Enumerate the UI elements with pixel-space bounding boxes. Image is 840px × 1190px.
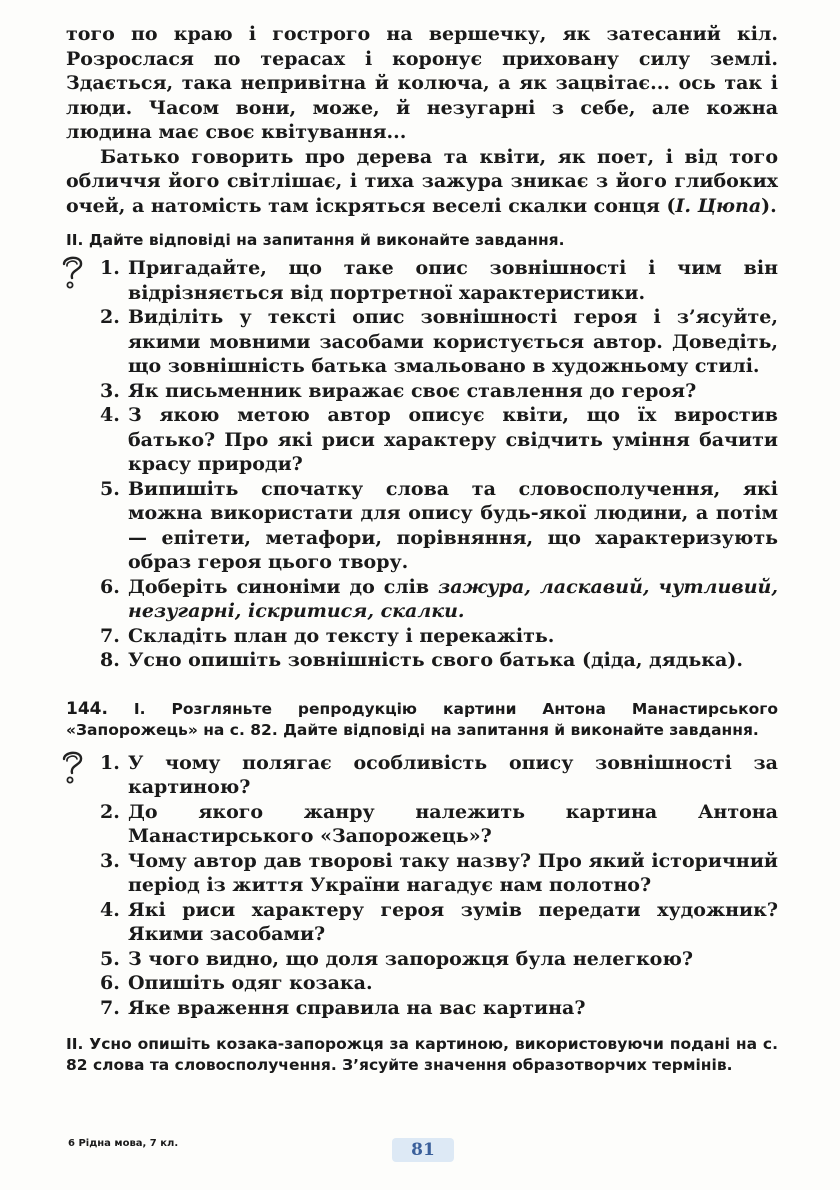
task-number: 144.	[66, 698, 108, 719]
list-item: 7. Яке враження справила на вас картина?	[100, 996, 586, 1019]
synonym-words: зажура, ласкавий, чутливий, незугарні, іскритися, скалки.	[128, 575, 778, 622]
task-144-heading	[66, 699, 778, 741]
section-2-heading: ІІ. Дайте відповіді на запитання й виконайте завдання.	[66, 231, 565, 249]
list-item: 1. У чому полягає особливість опису зовнішності за картиною?	[100, 751, 778, 798]
list-item: 7. Складіть план до тексту і перекажіть.	[100, 624, 555, 647]
page-content	[66, 22, 778, 1076]
list-item: 5. Випишіть спочатку слова та словосполучення, які можна використати для опису будь-якої людини, а потім — епітети, метафори, порівняння, що характеризують образ героя цього твору.	[100, 477, 778, 573]
list-item: 4. З якою метою автор описує квіти, що їх виростив батько? Про які риси характеру свідчить уміння бачити красу природи?	[100, 404, 778, 475]
task-144-part-2: ІІ. Усно опишіть козака-запорожця за картиною, використовуючи подані на с. 82 слова та словосполучення. З’ясуйте значення образотворчих термінів.	[66, 1035, 778, 1074]
page-number: 81	[392, 1138, 454, 1162]
list-item: 6. Опишіть одяг козака.	[100, 972, 373, 994]
author-citation: І. Цюпа	[675, 194, 762, 217]
list-item: 5. З чого видно, що доля запорожця була нелегкою?	[100, 947, 693, 970]
list-item: 3. Чому автор дав творові таку назву? Про який історичний період із життя України нагадує нам полотно?	[100, 849, 778, 896]
list-item: 4. Які риси характеру героя зумів передати художник? Якими засобами?	[100, 898, 778, 945]
intro-paragraph-2-text: Батько говорить про дерева та квіти, як поет, і від того обличчя його світлішає, і тиха зажура зникає з його глибоких очей, а натомість там іскряться веселі скалки сонця (	[66, 145, 778, 217]
intro-paragraph-2-end: ).	[761, 194, 777, 217]
list-item: 8. Усно опишіть зовнішність свого батька (діда, дядька).	[100, 649, 743, 671]
list-item: 3. Як письменник виражає своє ставлення до героя?	[100, 379, 697, 402]
task-144-text: І. Розгляньте репродукцію картини Антона Манастирського «Запорожець» на с. 82. Дайте відповіді на запитання й виконайте завдання.	[66, 699, 778, 739]
list-item: 6. Доберіть синоніми до слів зажура, ласкавий, чутливий, незугарні, іскритися, скалки.	[100, 575, 778, 622]
list-item: 1. Пригадайте, що таке опис зовнішності і чим він відрізняється від портретної характеристики.	[100, 257, 778, 304]
list-item: 2. Виділіть у тексті опис зовнішності героя і з’ясуйте, якими мовними засобами користується автор. Доведіть, що зовнішність батька змальовано в художньому стилі.	[100, 306, 778, 377]
task-144-questions	[66, 751, 778, 1021]
list-item: 2. До якого жанру належить картина Антона Манастирського «Запорожець»?	[100, 800, 778, 847]
section-2-questions	[66, 256, 778, 673]
book-signature: 6 Рідна мова, 7 кл.	[68, 1138, 179, 1149]
intro-paragraph-2	[66, 145, 778, 219]
intro-paragraph-1: того по краю і гострого на вершечку, як затесаний кіл. Розрослася по терасах і коронує приховану силу землі. Здається, така непривітна й колюча, а як зацвітає... ось так і люди. Часом вони, може, й незугарні з себе, але кожна людина має своє квітування...	[66, 23, 778, 143]
